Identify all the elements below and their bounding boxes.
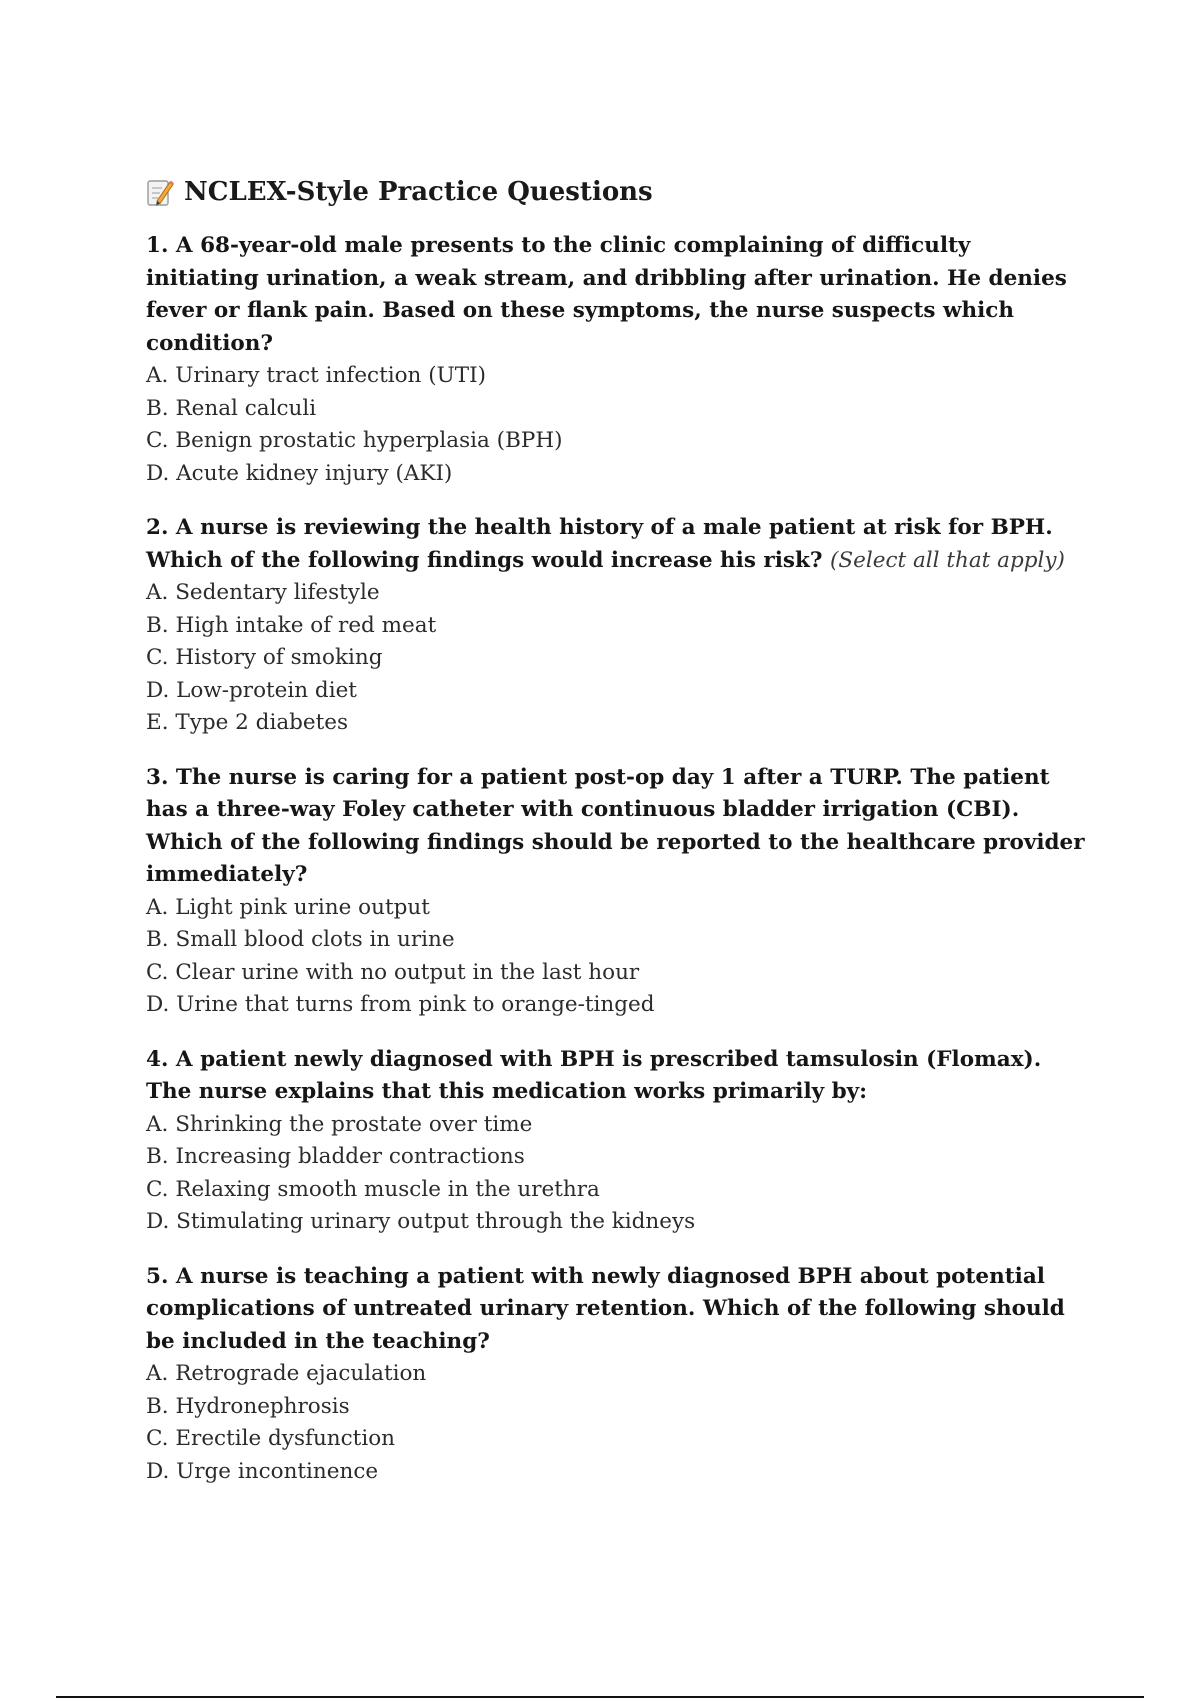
question-stem [146, 512, 1086, 577]
question-4 [146, 1044, 1086, 1239]
section-heading [146, 170, 1086, 214]
answer-option: B. Increasing bladder contractions [146, 1144, 525, 1169]
answer-options [146, 577, 1086, 740]
question-5 [146, 1261, 1086, 1489]
answer-option: C. Erectile dysfunction [146, 1426, 395, 1451]
answer-option: B. High intake of red meat [146, 612, 437, 638]
question-stem-text: 1. A 68-year-old male presents to the clinic complaining of difficulty initiating urination, a weak stream, and dribbling after urination. He denies fever or flank pain. Based on these symptoms, the nurse suspects which condition? [146, 233, 1067, 356]
question-stem-text: 2. A nurse is reviewing the health history of a male patient at risk for BPH. Which of the following findings would increase his risk? [146, 515, 1053, 573]
answer-option: A. Light pink urine output [146, 894, 430, 920]
question-3 [146, 762, 1086, 1022]
question-stem-text: 3. The nurse is caring for a patient post-op day 1 after a TURP. The patient has a three-way Foley catheter with continuous bladder irrigation (CBI). Which of the following findings should be reported to the healthcare provider immediately? [146, 764, 1085, 887]
memo-icon [146, 177, 174, 207]
page-title: NCLEX-Style Practice Questions [184, 177, 653, 207]
question-stem-text: 4. A patient newly diagnosed with BPH is prescribed tamsulosin (Flomax). The nurse explains that this medication works primarily by: [146, 1046, 1042, 1104]
answer-options [146, 1358, 1086, 1488]
answer-option: B. Small blood clots in urine [146, 927, 455, 952]
answer-option: D. Acute kidney injury (AKI) [146, 460, 453, 486]
answer-option: E. Type 2 diabetes [146, 710, 349, 735]
answer-option: C. Benign prostatic hyperplasia (BPH) [146, 428, 563, 453]
document-page [146, 170, 1086, 1510]
question-stem [146, 1044, 1086, 1109]
answer-option: A. Urinary tract infection (UTI) [146, 363, 486, 388]
page-divider [56, 1696, 1144, 1698]
answer-option: D. Stimulating urinary output through the kidneys [146, 1209, 696, 1234]
question-stem-text: 5. A nurse is teaching a patient with newly diagnosed BPH about potential complications of untreated urinary retention. Which of the following should be included in the teaching? [146, 1263, 1065, 1354]
answer-option: A. Retrograde ejaculation [146, 1361, 427, 1386]
question-2 [146, 512, 1086, 740]
answer-option: C. Relaxing smooth muscle in the urethra [146, 1176, 600, 1202]
question-stem [146, 230, 1086, 360]
answer-option: C. Clear urine with no output in the last hour [146, 959, 640, 985]
question-stem [146, 762, 1086, 892]
answer-option: B. Hydronephrosis [146, 1393, 350, 1419]
answer-option: B. Renal calculi [146, 395, 317, 421]
answer-option: D. Low-protein diet [146, 677, 357, 703]
answer-options [146, 892, 1086, 1022]
answer-option: D. Urine that turns from pink to orange-tinged [146, 992, 655, 1017]
answer-options [146, 360, 1086, 490]
question-stem [146, 1261, 1086, 1359]
answer-option: A. Shrinking the prostate over time [146, 1111, 533, 1137]
answer-option: A. Sedentary lifestyle [146, 580, 380, 605]
answer-option: D. Urge incontinence [146, 1458, 379, 1484]
question-1 [146, 230, 1086, 490]
select-all-note: (Select all that apply) [830, 547, 1065, 573]
answer-option: C. History of smoking [146, 645, 383, 670]
answer-options [146, 1109, 1086, 1239]
